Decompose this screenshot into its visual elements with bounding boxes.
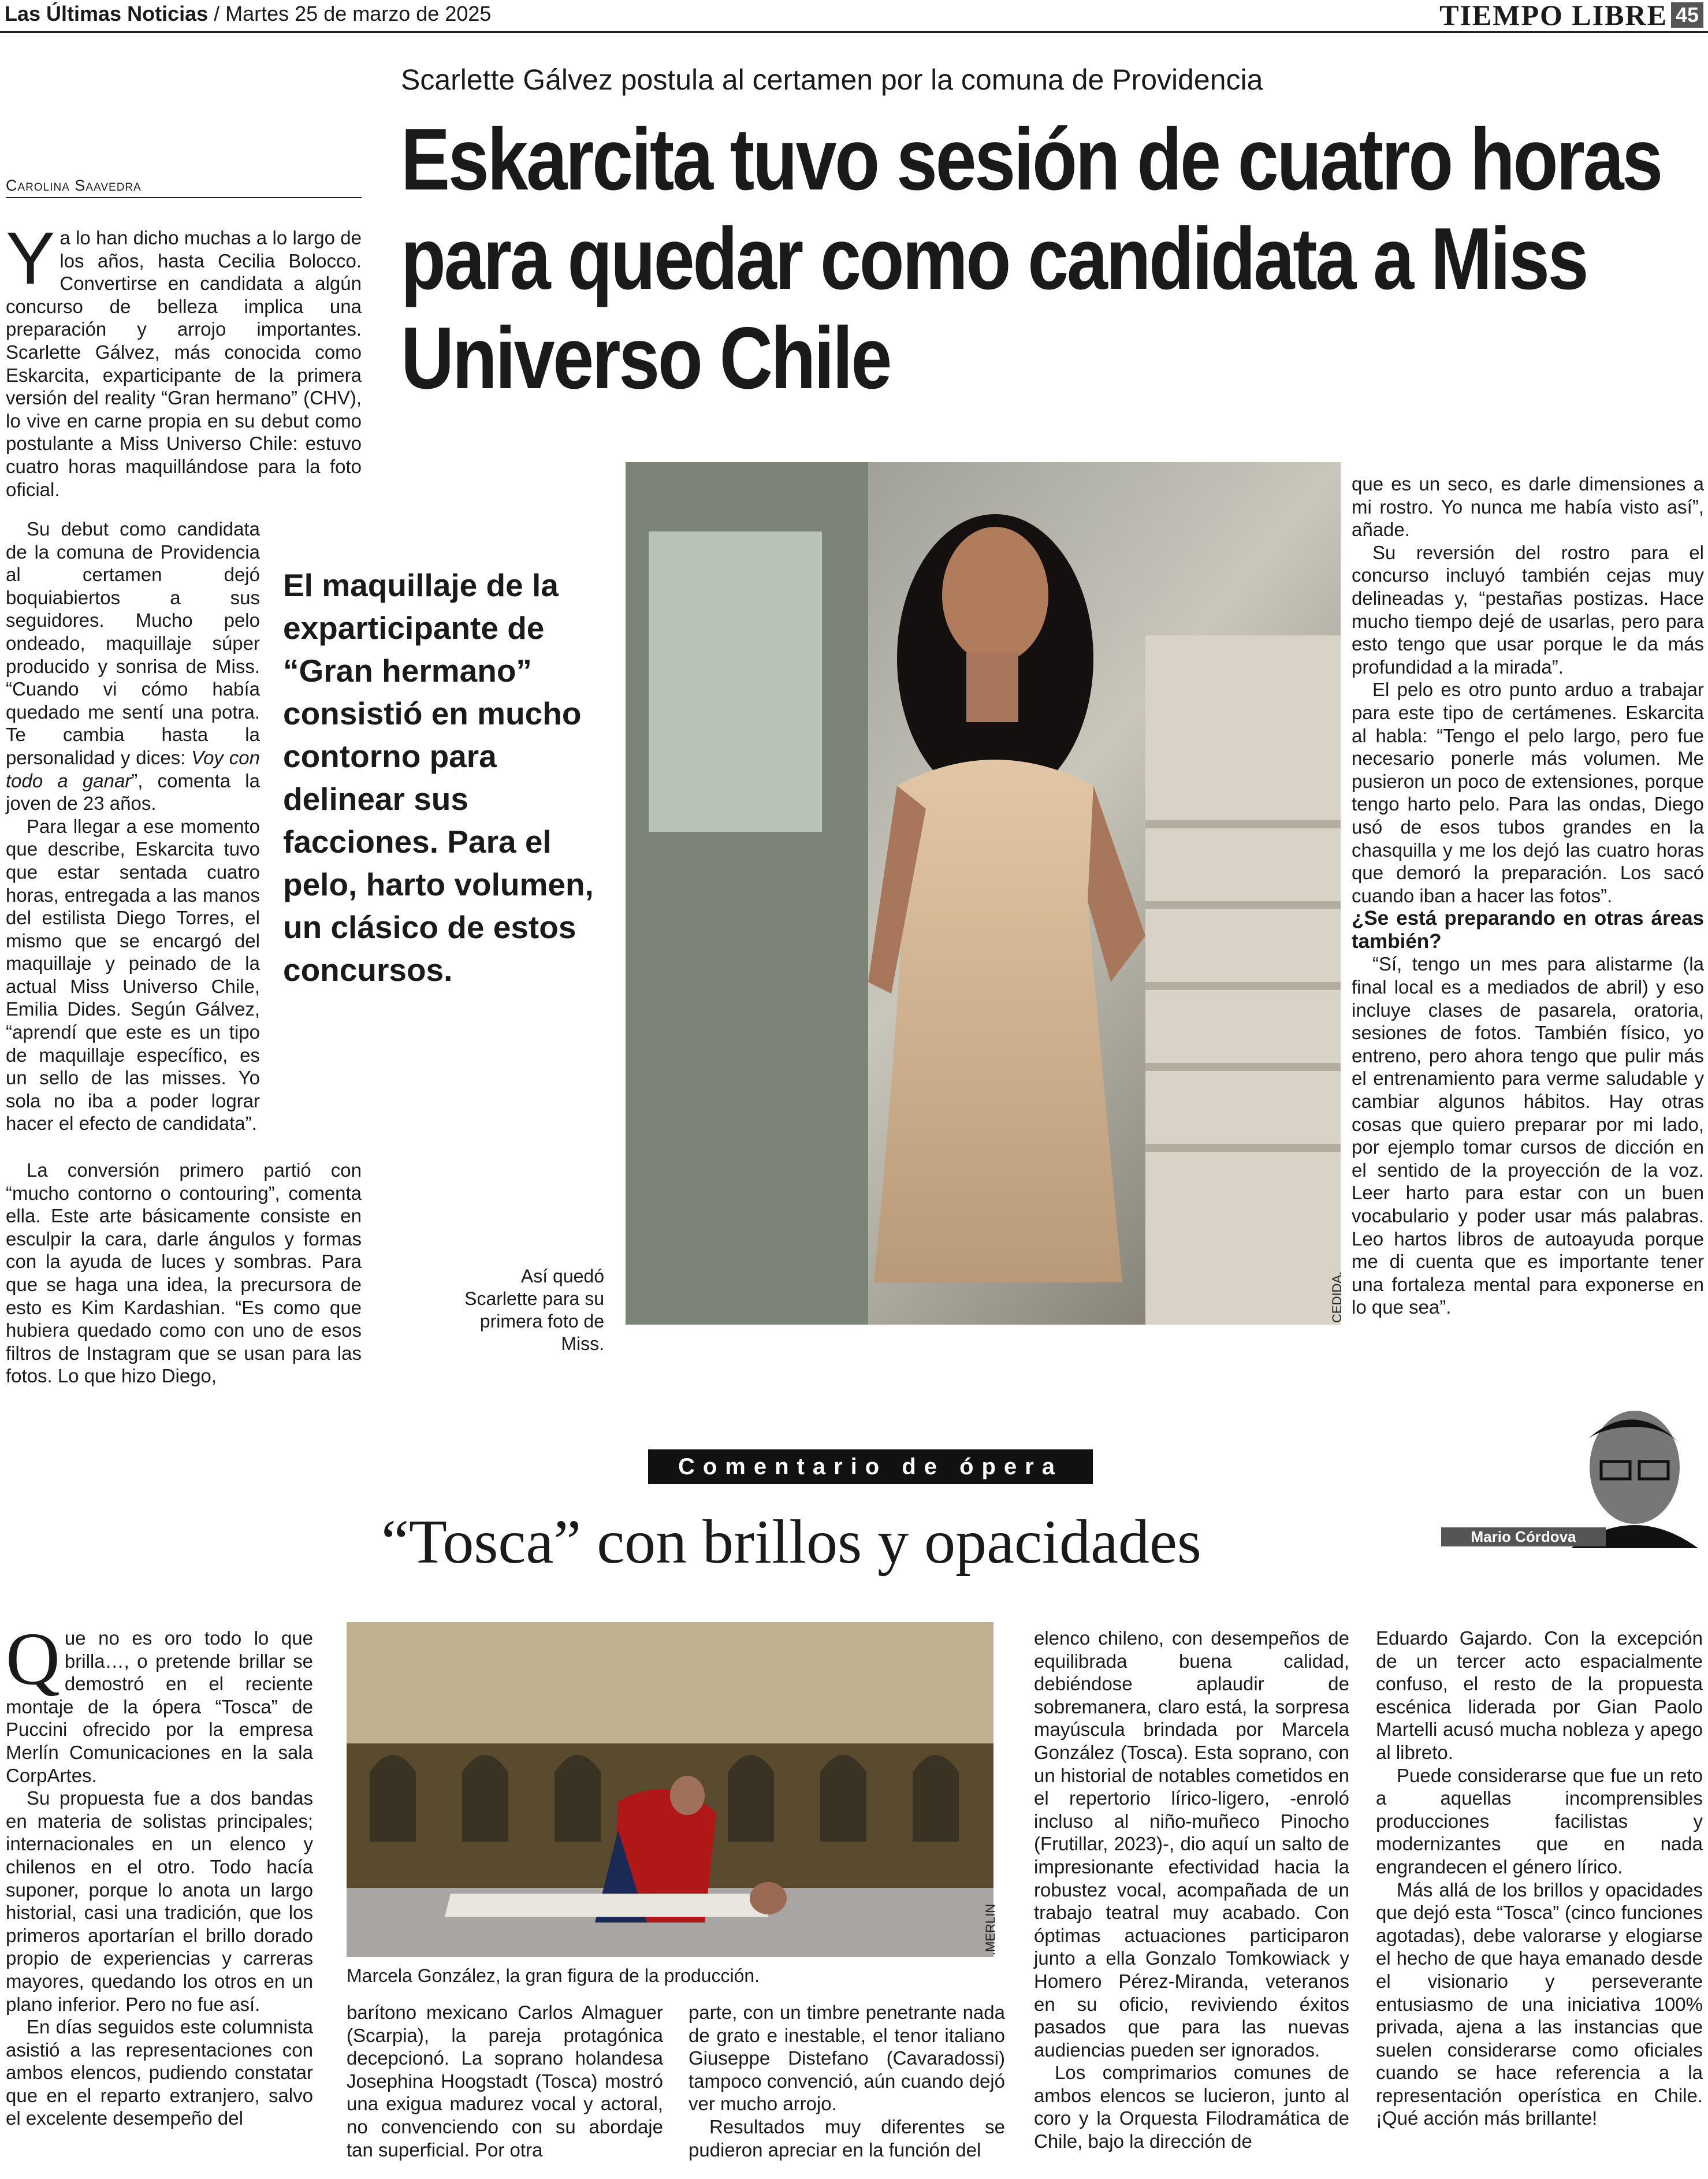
- interview-question: ¿Se está preparando en otras áreas también?: [1352, 907, 1704, 953]
- article1-column-1-mid: Su debut como candidata de la comuna de Providencia al certamen dejó boquiabiertos a sus seguidores. Mucho pelo ondeado, maquillaje súper producido y sonrisa de Miss. “Cuando vi cómo había quedado me sentí una potra. Te cambia hasta la personalidad y dices: Voy con todo a ganar”, comenta la joven de 23 años. Para llegar a ese momento que describe, Eskarcita tuvo que estar sentada cuatro horas, entregada a las manos del estilista Diego Torres, el mismo que se encargó del maquillaje y peinado de la actual Miss Universo Chile, Emilia Dides. Según Gálvez, “aprendí que este es un tipo de maquillaje específico, es un sello de las misses. Yo sola no iba a poder lograr hacer el efecto de candidata”.: [6, 518, 261, 1135]
- article1-headline: Eskarcita tuvo sesión de cuatro horas para quedar como candidata a Miss Universo Chile: [401, 110, 1661, 407]
- article2-column-5: Eduardo Gajardo. Con la excepción de un tercer acto espacialmente confuso, el resto de la propuesta escénica liderada por Gian Paolo Martelli acusó mucha nobleza y apego al libreto. Puede considerarse que fue un reto a aquellas incomprensibles producciones facilistas y modernizantes que en nada engrandecen el género lírico. Más allá de los brillos y opacidades que dejó esta “Tosca” (cinco funciones agotadas), debe valorarse y elogiarse el hecho de que haya emanado desde el visionario y perseverante entusiasmo de una iniciativa 100% privada, ajena a las instancias que suelen considerarse como oficiales cuando se hace referencia a la representación operística en Chile. ¡Qué acción más brillante!: [1376, 1627, 1703, 2129]
- article1-column-1: Ya lo han dicho muchas a lo largo de los años, hasta Cecilia Bolocco. Convertirse en candidata a algún concurso de belleza implica una preparación y arrojo importantes. Scarlette Gálvez, más conocida como Eskarcita, exparticipante de la primera versión del reality “Gran hermano” (CHV), lo vive en carne propia en su debut como postulante a Miss Universo Chile: estuvo cuatro horas maquillándose para la foto oficial.: [6, 217, 362, 500]
- pull-quote: El maquillaje de la exparticipante de “Gran hermano” consistió en mucho contorno para delinear sus facciones. Para el pelo, harto volumen, un clásico de estos concursos.: [283, 567, 594, 988]
- article1-photo: [626, 462, 1341, 1325]
- author-label: Mario Córdova: [1441, 1527, 1606, 1546]
- issue-date: Martes 25 de marzo de 2025: [225, 2, 492, 25]
- article2-column-3: parte, con un timbre penetrante nada de grato e inestable, el tenor italiano Giuseppe Distefano (Cavaradossi) tampoco convenció, aún cuando dejó ver mucho arrojo. Resultados muy diferentes se pudieron apreciar en la función del: [689, 2002, 1005, 2161]
- photo-credit-2: .MERLIN: [983, 1903, 998, 1955]
- photo-caption: Así quedó Scarlette para su primera foto de Miss.: [464, 1266, 604, 1354]
- author-portrait: [1548, 1404, 1704, 1548]
- article2-column-2: barítono mexicano Carlos Almaguer (Scarpia), la pareja protagónica decepcionó. La soprano holandesa Josephina Hoogstadt (Tosca) mostró una exigua madurez vocal y actoral, no convenciendo con su abordaje tan superficial. Por otra: [347, 2002, 663, 2161]
- dropcap: Q: [6, 1617, 60, 1701]
- article2-column-4: elenco chileno, con desempeños de equilibrada buena calidad, debiéndose aplaudir de sobremanera, claro está, la sorpresa mayúscula brindada por Marcela González (Tosca). Esta soprano, con un historial de notables cometidos en el repertorio lírico-ligero, -enroló incluso al niño-muñeco Pinocho (Frutillar, 2023)-, dio aquí un salto de impresionante efectividad hacia la robustez vocal, acompañada de un trabajo teatral muy acabado. Con óptimas actuaciones participaron junto a ella Gonzalo Tomkowiack y Homero Pérez-Miranda, veteranos en su oficio, reviviendo éxitos pasados que para las nuevas audiencias pueden ser ignorados. Los comprimarios comunes de ambos elencos se lucieron, junto al coro y la Orquesta Filodramática de Chile, bajo la dirección de: [1034, 1627, 1349, 2152]
- photo-credit: CEDIDA.: [1330, 1271, 1344, 1323]
- byline: Carolina Saavedra: [6, 177, 362, 198]
- article2-photo: [347, 1622, 993, 1957]
- section-label: Comentario de ópera: [648, 1449, 1093, 1484]
- article1-column-1-bottom: La conversión primero partió con “mucho contorno o contouring”, comenta ella. Este arte básicamente consiste en esculpir la cara, darle ángulos y formas con la ayuda de luces y sombras. Para que se haga una idea, la precursora de esto es Kim Kardashian. “Es como que hubiera quedado como con uno de esos filtros de Instagram que se usan para las fotos. Lo que hizo Diego,: [6, 1159, 362, 1387]
- article1-kicker: Scarlette Gálvez postula al certamen por la comuna de Providencia: [401, 64, 1263, 96]
- page-number: 45: [1671, 2, 1703, 28]
- article2-caption: Marcela González, la gran figura de la producción.: [347, 1965, 760, 1986]
- article2-column-1: Que no es oro todo lo que brilla…, o pretende brillar se demostró en el reciente montaje de la ópera “Tosca” de Puccini ofrecido por la empresa Merlín Comunicaciones en la sala CorpArtes. Su propuesta fue a dos bandas en materia de solistas principales; internacionales en un elenco y chilenos en el otro. Todo hacía suponer, porque lo anota un largo historial, casi una tradición, que los primeros aportarían el brillo dorado propio de experiencias y carreras mayores, quedando los otros en un plano inferior. Pero no fue así. En días seguidos este columnista asistió a las representaciones con ambos elencos, pudiendo constatar que en el reparto extranjero, salvo el excelente desempeño del: [6, 1617, 313, 2129]
- section-title: TIEMPO LIBRE: [1439, 0, 1668, 31]
- paper-name: Las Últimas Noticias: [5, 2, 209, 25]
- header-rule: [0, 31, 1708, 33]
- article2-headline: “Tosca” con brillos y opacidades: [381, 1508, 1201, 1576]
- masthead: Las Últimas Noticias / Martes 25 de marzo de 2025: [5, 2, 492, 25]
- page-header: [0, 0, 1708, 30]
- article1-column-3: que es un seco, es darle dimensiones a mi rostro. Yo nunca me había visto así”, añade. Su reversión del rostro para el concurso incluyó también cejas muy delineadas y, “pestañas postizas. Hace mucho tiempo dejé de usarlas, pero para esto tengo que usar porque le da más profundidad a la mirada”. El pelo es otro punto arduo a trabajar para este tipo de certámenes. Eskarcita al habla: “Tengo el pelo largo, pero fue necesario ponerle más volumen. Me pusieron un poco de extensiones, porque tengo harto pelo. Para las ondas, Diego usó de esos tubos grandes en la chasquilla y me los dejó las cuatro horas que demoró la preparación. Los sacó cuando iban a hacer las fotos”. ¿Se está preparando en otras áreas también? “Sí, tengo un mes para alistarme (la final local es a mediados de abril) y eso incluye clases de pasarela, oratoria, sesiones de fotos. También físico, yo entreno, pero ahora tengo que pulir más el entrenamiento para verme saludable y cambiar algunos hábitos. Hay otras cosas que quiero preparar por mi lado, por ejemplo tomar cursos de dicción en el sentido de la proyección de la voz. Leer harto para estar con un buen vocabulario y poder usar más palabras. Leo hartos libros de autoayuda porque me di cuenta que es importante tener una fortaleza mental para exponerse en lo que sea”.: [1352, 473, 1704, 1318]
- dropcap: Y: [6, 217, 55, 300]
